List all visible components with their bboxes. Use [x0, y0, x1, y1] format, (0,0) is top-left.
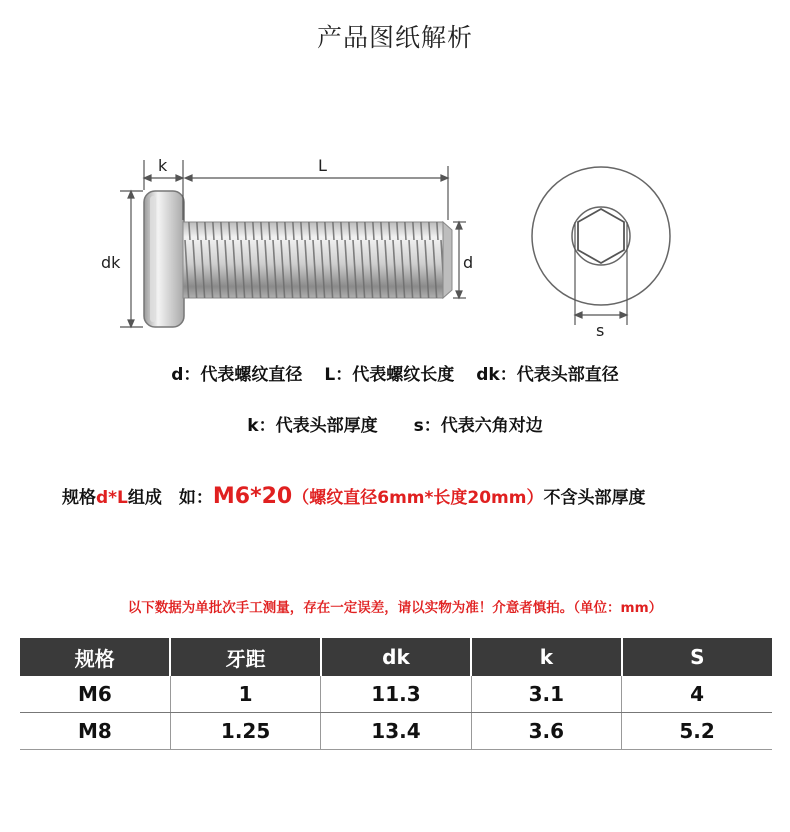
cell-dk: 13.4 [321, 713, 471, 750]
legend-k: k：代表头部厚度 [247, 416, 378, 436]
screw-diagram [0, 0, 790, 350]
header-pitch: 牙距 [170, 638, 320, 676]
measurement-note: 以下数据为单批次手工测量，存在一定误差，请以实物为准！介意者慎拍。（单位：mm） [127, 600, 663, 616]
cell-pitch: 1 [170, 676, 320, 713]
cell-s: 4 [622, 676, 772, 713]
dk-dimension [120, 191, 143, 327]
dk-label: dk [101, 253, 121, 272]
spec-detail: （螺纹直径6mm*长度20mm） [292, 488, 544, 508]
legend-s: s：代表六角对边 [413, 416, 543, 436]
cell-s: 5.2 [622, 713, 772, 750]
header-k: k [471, 638, 621, 676]
cell-spec: M8 [20, 713, 170, 750]
d-label: d [463, 253, 474, 272]
spec-table [20, 638, 772, 750]
L-dimension [185, 166, 448, 220]
L-label: L [318, 156, 327, 175]
cell-dk: 11.3 [321, 676, 471, 713]
cell-pitch: 1.25 [170, 713, 320, 750]
page-title: 产品图纸解析 [316, 23, 473, 52]
legend-line-2 [0, 411, 790, 436]
spec-prefix: 规格 [62, 488, 96, 508]
spec-description [62, 483, 645, 509]
s-label: s [596, 321, 605, 340]
k-label: k [158, 156, 168, 175]
header-spec: 规格 [20, 638, 170, 676]
legend-dk: dk：代表头部直径 [476, 365, 619, 385]
legend-L: L：代表螺纹长度 [324, 365, 455, 385]
cell-k: 3.6 [471, 713, 621, 750]
spec-example: M6*20 [212, 484, 293, 509]
header-s: S [622, 638, 772, 676]
header-dk: dk [321, 638, 471, 676]
legend-line-1 [0, 360, 790, 385]
table-header-row [20, 638, 772, 676]
cell-k: 3.1 [471, 676, 621, 713]
screw-shank [183, 222, 452, 298]
spec-tail: 不含头部厚度 [543, 488, 646, 508]
table-row [20, 713, 772, 750]
cell-spec: M6 [20, 676, 170, 713]
spec-suffix: 组成 如： [127, 488, 213, 508]
legend-d: d：代表螺纹直径 [171, 365, 303, 385]
screw-end-view [532, 167, 670, 305]
screw-head [144, 191, 184, 327]
table-row [20, 676, 772, 713]
spec-formula: d*L [96, 488, 128, 508]
